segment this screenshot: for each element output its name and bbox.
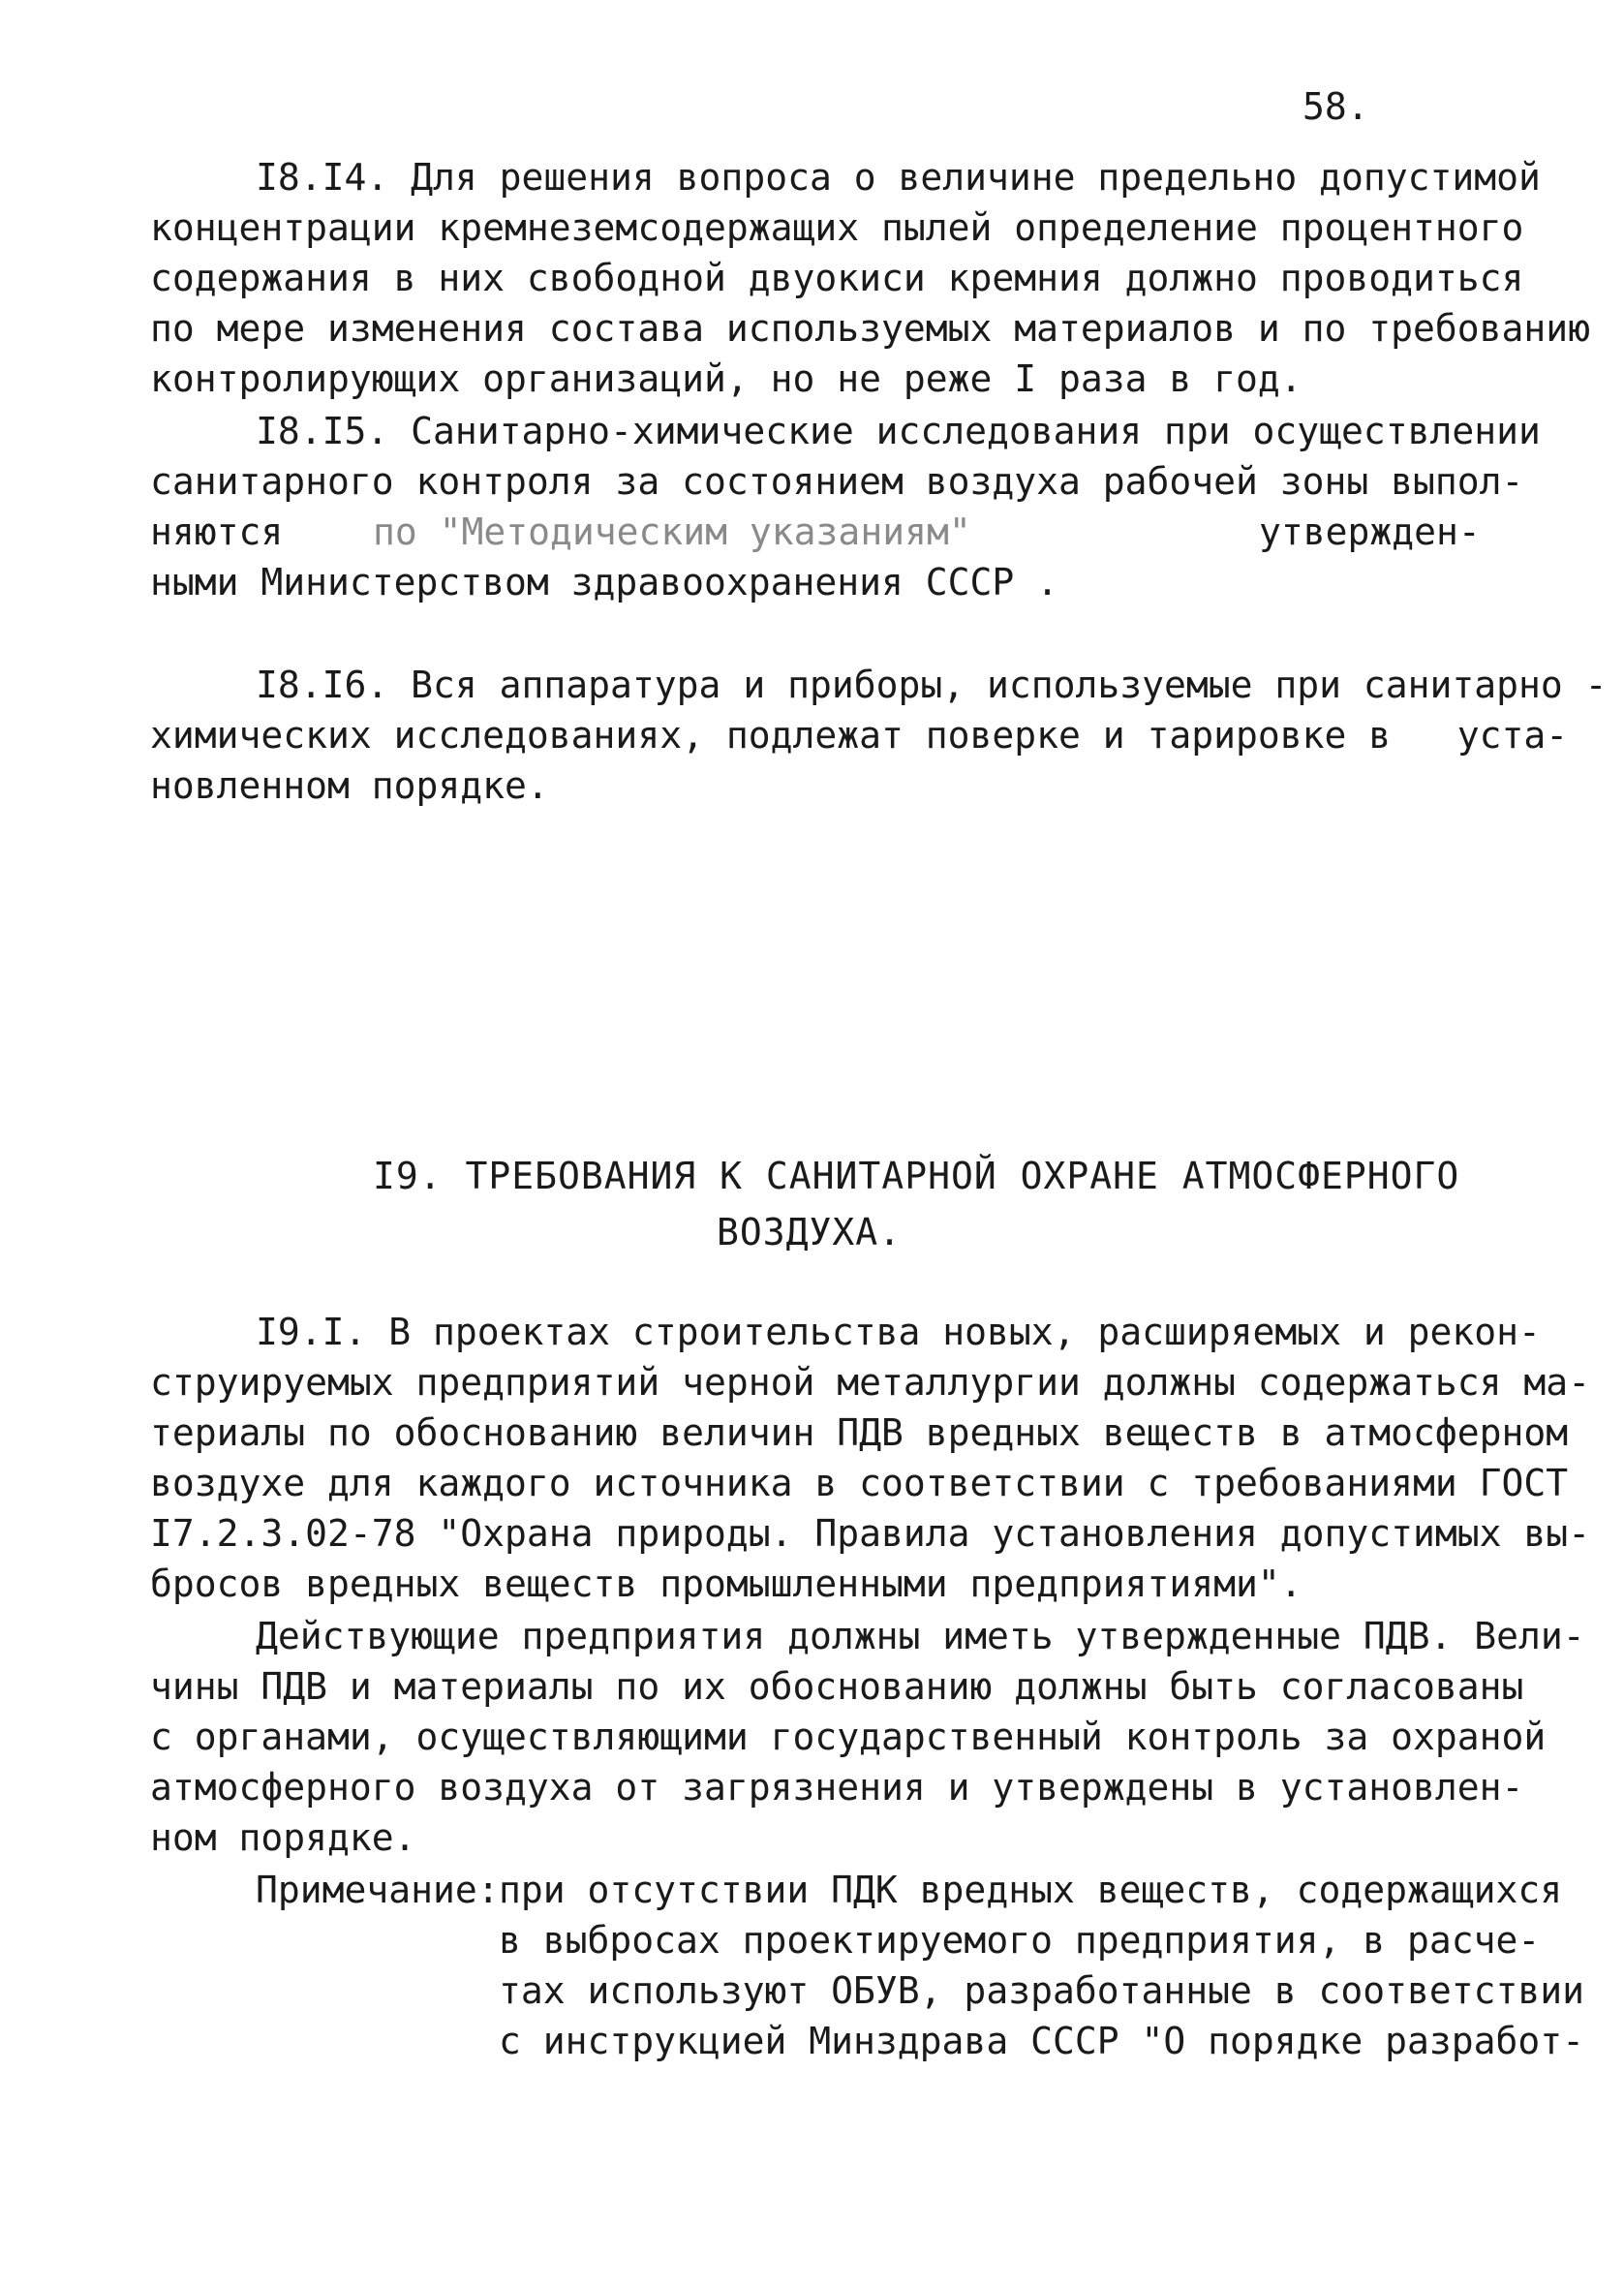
text-line: I9.I. В проектах строительства новых, расширяемых и рекон- xyxy=(256,1311,1541,1353)
text-line: териалы по обоснованию величин ПДВ вредных веществ в атмосферном xyxy=(150,1411,1569,1454)
text-line: содержания в них свободной двуокиси кремния должно проводиться xyxy=(150,257,1524,299)
text-line: ными Министерством здравоохранения СССР . xyxy=(150,561,1058,603)
text-line: новленном порядке. xyxy=(150,764,549,807)
text-line: няются xyxy=(150,510,284,553)
text-line: ном порядке. xyxy=(150,1816,416,1859)
text-line: чины ПДВ и материалы по их обоснованию должны быть согласованы xyxy=(150,1665,1524,1708)
note-label: Примечание: xyxy=(256,1869,500,1911)
text-line: I8.I5. Санитарно-химические исследования при осуществлении xyxy=(256,410,1541,452)
text-line: концентрации кремнеземсодержащих пылей определение процентного xyxy=(150,206,1524,249)
text-line: I8.I4. Для решения вопроса о величине предельно допустимой xyxy=(256,156,1541,199)
text-line: химических исследованиях, подлежат поверке и тарировке в уста- xyxy=(150,714,1569,757)
text-line: бросов вредных веществ промышленными предприятиями". xyxy=(150,1562,1302,1605)
text-line: воздухе для каждого источника в соответствии с требованиями ГОСТ xyxy=(150,1462,1569,1504)
text-line-faded: по "Методическим указаниям" xyxy=(373,510,971,553)
text-line: по мере изменения состава используемых материалов и по требованию xyxy=(150,307,1591,350)
note-line: в выбросах проектируемого предприятия, в расче- xyxy=(499,1919,1541,1962)
section-title-line-2: ВОЗДУХА. xyxy=(717,1211,903,1253)
text-line: атмосферного воздуха от загрязнения и утверждены в установлен- xyxy=(150,1766,1524,1809)
note-line: с инструкцией Минздрава СССР "О порядке разработ- xyxy=(499,2020,1585,2062)
text-line: I8.I6. Вся аппаратура и приборы, используемые при санитарно - xyxy=(256,664,1608,706)
note-line: тах используют ОБУВ, разработанные в соответствии xyxy=(499,1969,1585,2012)
text-line: утвержден- xyxy=(1259,510,1481,553)
text-line: санитарного контроля за состоянием воздуха рабочей зоны выпол- xyxy=(150,460,1524,503)
text-line: контролирующих организаций, но не реже I раза в год. xyxy=(150,357,1302,400)
section-title-line-1: I9. ТРЕБОВАНИЯ К САНИТАРНОЙ ОХРАНЕ АТМОСФЕРНОГО xyxy=(373,1155,1460,1197)
note-line: при отсутствии ПДК вредных веществ, содержащихся xyxy=(499,1869,1563,1911)
text-line: I7.2.3.02-78 "Охрана природы. Правила установления допустимых вы- xyxy=(150,1512,1591,1555)
text-line: с органами, осуществляющими государственный контроль за охраной xyxy=(150,1716,1547,1758)
text-line: Действующие предприятия должны иметь утвержденные ПДВ. Вели- xyxy=(256,1615,1585,1657)
page-number: 58. xyxy=(1302,85,1369,128)
text-line: струируемых предприятий черной металлургии должны содержаться ма- xyxy=(150,1361,1591,1404)
